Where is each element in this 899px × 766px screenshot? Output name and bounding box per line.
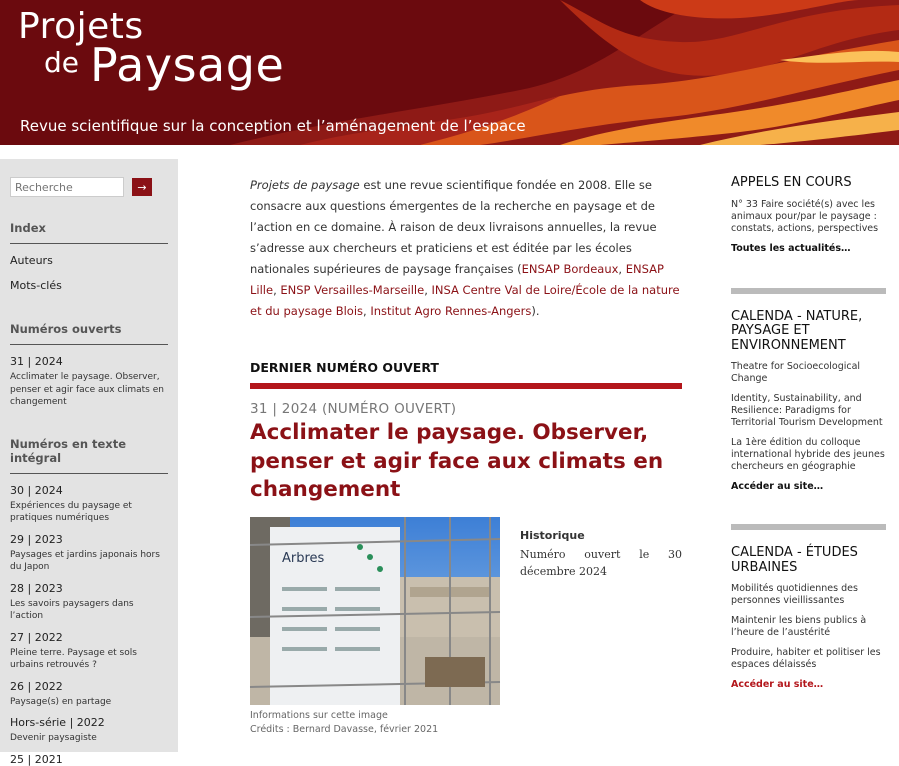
calenda-nature-site-link[interactable]: Accéder au site… — [731, 481, 824, 492]
arrow-right-icon: → — [137, 180, 147, 194]
latest-issue-heading: DERNIER NUMÉRO OUVERT — [250, 360, 682, 389]
photo-credits: Crédits : Bernard Davasse, février 2021 — [250, 723, 439, 735]
full-issue[interactable] — [10, 680, 168, 709]
issue-number[interactable]: 27 | 2022 — [10, 630, 63, 644]
photo-info-link[interactable]: Informations sur cette image — [250, 709, 388, 721]
link-ensp-versailles[interactable]: ENSP Versailles-Marseille — [280, 283, 425, 297]
section-divider — [731, 524, 886, 530]
header-spacer — [0, 145, 899, 159]
calenda-item[interactable]: Produire, habiter et politiser les espaces délaissés — [731, 647, 881, 670]
sidebar-link-authors[interactable]: Auteurs — [10, 254, 53, 267]
calenda-item[interactable]: Maintenir les biens publics à l’heure de l’austérité — [731, 615, 867, 638]
site-header — [0, 0, 899, 145]
open-issue[interactable] — [10, 355, 168, 409]
latest-issue-number[interactable]: 31 | 2024 (NUMÉRO OUVERT) — [250, 401, 457, 417]
cover-photo-illustration — [250, 517, 500, 705]
link-ensap-bordeaux[interactable]: ENSAP Bordeaux — [521, 262, 619, 276]
open-issues-heading: Numéros ouverts — [10, 322, 168, 345]
issue-title[interactable]: Expériences du paysage et pratiques numériques — [10, 500, 132, 523]
calenda-item[interactable]: Mobilités quotidiennes des personnes vieillissantes — [731, 583, 858, 606]
history-block — [520, 517, 682, 737]
logo-de[interactable]: de — [44, 46, 79, 79]
issue-number[interactable]: 28 | 2023 — [10, 581, 63, 595]
link-institut-agro[interactable]: Institut Agro Rennes-Angers — [370, 304, 532, 318]
issue-title[interactable]: Devenir paysagiste — [10, 733, 97, 743]
section-divider — [731, 288, 886, 294]
issue-number[interactable]: 31 | 2024 — [10, 355, 63, 368]
search-form — [10, 177, 168, 197]
issue-title[interactable]: Acclimater le paysage. Observer, penser et agir face aux climats en changement — [10, 372, 164, 407]
calls-heading: APPELS EN COURS — [731, 175, 852, 190]
link-insa-blois[interactable]: INSA Centre Val de Loire/École de la nature et du paysage Blois — [250, 283, 680, 318]
calenda-item[interactable]: Theatre for Socioecological Change — [731, 361, 861, 384]
full-issue[interactable] — [10, 753, 168, 766]
issue-title[interactable]: Paysage(s) en partage — [10, 696, 112, 707]
journal-name: Projets de paysage — [250, 178, 360, 192]
all-news-link[interactable]: Toutes les actualités… — [731, 242, 851, 254]
issue-number[interactable]: 25 | 2021 — [10, 752, 63, 766]
tagline: Revue scientifique sur la conception et l’aménagement de l’espace — [20, 117, 526, 135]
full-issue[interactable] — [10, 533, 168, 574]
latest-issue-title[interactable]: Acclimater le paysage. Observer, penser et agir face aux climats en changement — [250, 420, 664, 502]
issue-number[interactable]: 29 | 2023 — [10, 532, 63, 546]
full-issue[interactable] — [10, 582, 168, 623]
photo-meta — [250, 709, 500, 737]
issue-number[interactable]: Hors-série | 2022 — [10, 716, 105, 729]
calenda-urban-heading: CALENDA - ÉTUDES URBAINES — [731, 545, 858, 575]
right-column — [731, 176, 886, 690]
sidebar — [0, 159, 178, 766]
issue-title[interactable]: Paysages et jardins japonais hors du Japon — [10, 549, 160, 572]
cover-photo[interactable] — [250, 517, 500, 705]
sidebar-link-keywords[interactable]: Mots-clés — [10, 279, 62, 292]
full-issue[interactable] — [10, 716, 168, 745]
search-input[interactable] — [10, 177, 124, 197]
issue-title[interactable]: Les savoirs paysagers dans l’action — [10, 598, 134, 621]
index-heading: Index — [10, 221, 168, 244]
issue-title[interactable]: Pleine terre. Paysage et sols urbains retrouvés ? — [10, 647, 137, 670]
call-item[interactable]: N° 33 Faire société(s) avec les animaux pour/par le paysage : constats, actions, perspectives — [731, 198, 879, 234]
issue-number[interactable]: 26 | 2022 — [10, 679, 63, 693]
full-issue[interactable] — [10, 631, 168, 672]
cover-figure — [250, 517, 500, 737]
calenda-item[interactable]: La 1ère édition du colloque international hybride des jeunes chercheurs en géographie — [731, 437, 885, 472]
calenda-item[interactable]: Identity, Sustainability, and Resilience: Paradigms for Territorial Tourism Development — [731, 393, 883, 428]
issue-number[interactable]: 30 | 2024 — [10, 483, 63, 497]
history-text: Numéro ouvert le 30 décembre 2024 — [520, 547, 682, 578]
main-content — [250, 175, 682, 737]
link-ensap-lille[interactable]: ENSAP Lille — [250, 262, 664, 297]
full-text-issues-heading: Numéros en texte intégral — [10, 437, 168, 474]
history-heading: Historique — [520, 528, 585, 542]
intro-paragraph: Projets de paysage est une revue scientifique fondée en 2008. Elle se consacre aux questions émergentes de la recherche en paysage et de l’action en ce domaine. À raison de deux livraisons annuelles, la revue s’adresse aux chercheurs et praticiens et est éditée par les écoles nationales supérieures de paysage françaises (ENSAP Bordeaux, ENSAP Lille, ENSP Versailles-Marseille, INSA Centre Val de Loire/École de la nature et du paysage Blois, Institut Agro Rennes-Angers). — [250, 178, 680, 318]
calenda-nature-section — [731, 310, 886, 493]
calls-section — [731, 176, 886, 254]
calenda-urban-section — [731, 546, 886, 690]
latest-issue-body — [250, 517, 682, 737]
full-issue[interactable] — [10, 484, 168, 525]
calenda-nature-heading: CALENDA - NATURE, PAYSAGE ET ENVIRONNEMENT — [731, 308, 863, 353]
calenda-urban-site-link[interactable]: Accéder au site… — [731, 679, 824, 690]
sign-text: Arbres — [282, 550, 325, 566]
logo-projets[interactable]: Projets — [18, 6, 144, 47]
search-submit-button[interactable] — [132, 178, 152, 196]
logo-paysage[interactable]: Paysage — [90, 38, 285, 92]
